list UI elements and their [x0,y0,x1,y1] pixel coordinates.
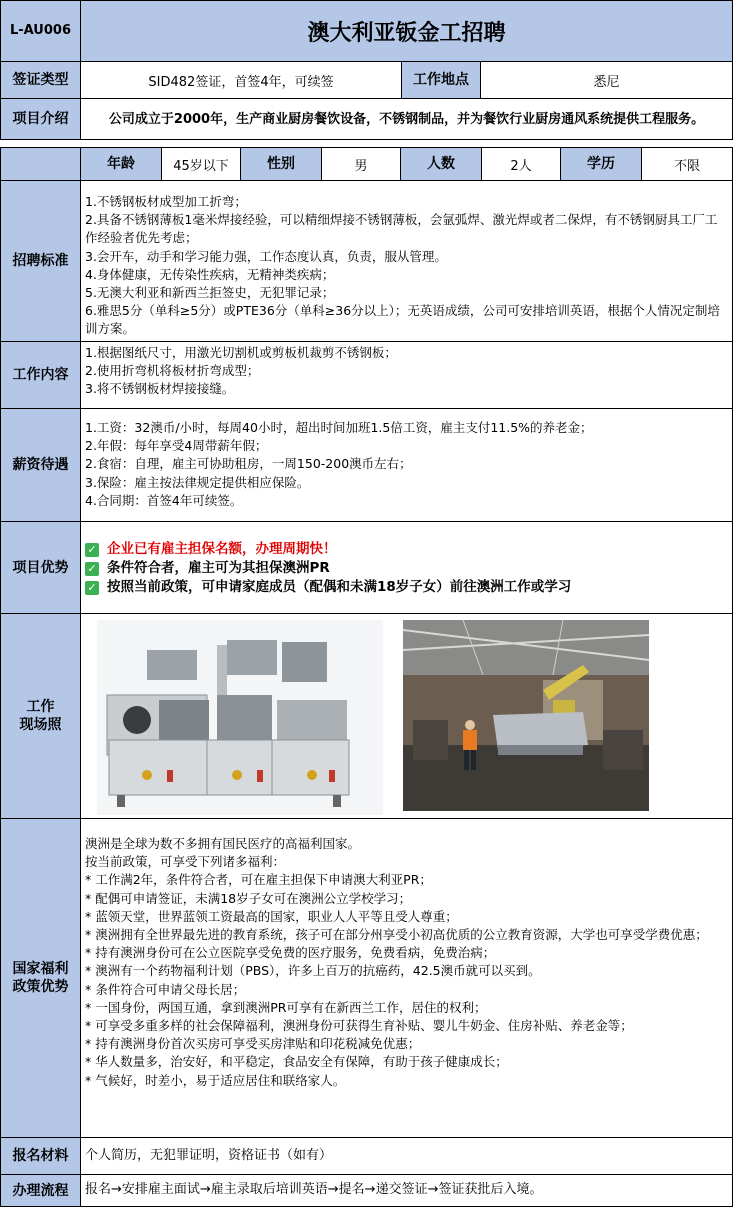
headcount-value: 2人 [481,147,561,181]
welfare-item: 按当前政策，可享受下列诸多福利： [85,854,286,870]
advantage-item: ✓ 条件符合者，雇主可为其担保澳洲PR [85,559,728,578]
salary-item: 2.食宿：自理，雇主可协助租房，一周150-200澳币左右； [85,456,412,472]
age-value: 45岁以下 [161,147,241,181]
welfare-item: * 持有澳洲身份首次买房可享受买房津贴和印花税减免优惠； [85,1036,421,1052]
process-label: 办理流程 [0,1174,81,1207]
advantages-list [80,521,733,614]
criteria-label: 招聘标准 [0,180,81,342]
requirements-corner [0,147,81,181]
headcount-label: 人数 [400,147,482,181]
intro-text: 公司成立于2000年，生产商业厨房餐饮设备，不锈钢制品，并为餐饮行业厨房通风系统提供工程服务。 [80,98,733,140]
welfare-item: * 条件符合可申请父母长居； [85,981,246,997]
materials-text: 个人简历，无犯罪证明，资格证书（如有） [80,1137,733,1175]
work-item: 2.使用折弯机将板材折弯成型； [85,363,260,379]
job-code: L-AU006 [0,0,81,62]
welfare-item: 澳洲是全球为数不多拥有国民医疗的高福利国家。 [85,836,361,851]
criteria-item: 1.不锈钢板材成型加工折弯； [85,194,247,209]
advantage-item: ✓ 按照当前政策，可申请家庭成员（配偶和未满18岁子女）前往澳洲工作或学习 [85,578,728,597]
age-label: 年龄 [80,147,162,181]
criteria-item: 5.无澳大利亚和新西兰拒签史，无犯罪记录； [85,285,335,301]
checkmark-icon: ✓ [85,543,99,557]
welfare-item: * 配偶可申请签证，未满18岁子女可在澳洲公立学校学习； [85,890,412,906]
welfare-item: * 可享受多重多样的社会保障福利，澳洲身份可获得生育补贴、婴儿牛奶金、住房补贴、养老金等； [85,1018,633,1034]
process-text: 报名→安排雇主面试→雇主录取后培训英语→提名→递交签证→签证获批后入境。 [80,1174,733,1207]
salary-item: 4.合同期：首签4年可续签。 [85,492,243,508]
welfare-item: * 澳洲拥有全世界最先进的教育系统，孩子可在部分州享受小初高优质的公立教育资源，大学也可享受学费优惠； [85,927,708,943]
work-label: 工作内容 [0,341,81,409]
welfare-item: * 气候好，时差小，易于适应居住和联络家人。 [85,1072,346,1088]
location-value: 悉尼 [480,61,733,99]
work-item: 3.将不锈钢板材焊接接缝。 [85,381,235,397]
salary-list [80,408,733,522]
visa-type-label: 签证类型 [0,61,81,99]
criteria-item: 3.会开车，动手和学习能力强，工作态度认真，负责，服从管理。 [85,248,447,264]
salary-label: 薪资待遇 [0,408,81,522]
welfare-item: * 华人数量多，治安好，和平稳定，食品安全有保障，有助于孩子健康成长； [85,1054,508,1070]
photos-area [80,613,733,819]
work-item: 1.根据图纸尺寸，用激光切割机或剪板机裁剪不锈钢板； [85,345,397,360]
gender-value: 男 [321,147,401,181]
criteria-item: 6.雅思5分（单科≥5分）或PTE36分（单科≥36分以上）；无英语成绩，公司可安排培训英语，根据个人情况定制培训方案。 [85,303,720,337]
welfare-item: * 蓝领天堂，世界蓝领工资最高的国家，职业人人平等且受人尊重； [85,908,458,924]
welfare-item: * 澳洲有一个药物福利计划（PBS），许多上百万的抗癌药，42.5澳币就可以买到。 [85,963,541,979]
salary-item: 1.工资：32澳币/小时，每周40小时，超出时间加班1.5倍工资，雇主支付11.5%的养老金； [85,420,593,435]
workshop-photo [403,620,649,811]
salary-item: 3.保险：雇主按法律规定提供相应保险。 [85,474,310,490]
salary-item: 2.年假：每年享受4周带薪年假； [85,438,268,454]
checkmark-icon: ✓ [85,562,99,576]
welfare-list [80,818,733,1138]
welfare-item: * 工作满2年，条件符合者，可在雇主担保下申请澳大利亚PR； [85,872,432,888]
education-label: 学历 [560,147,642,181]
criteria-item: 2.具备不锈钢薄板1毫米焊接经验，可以精细焊接不锈钢薄板，会氩弧焊、激光焊或者二保焊，有不锈钢厨具工厂工作经验者优先考虑； [85,212,718,246]
welfare-item: * 一国身份，两国互通，拿到澳洲PR可享有在新西兰工作，居住的权利； [85,999,487,1015]
welfare-label: 国家福利 政策优势 [0,818,81,1138]
criteria-list [80,180,733,342]
page-title: 澳大利亚钣金工招聘 [80,0,733,62]
work-list [80,341,733,409]
criteria-item: 4.身体健康，无传染性疾病，无精神类疾病； [85,266,335,282]
intro-label: 项目介绍 [0,98,81,140]
materials-label: 报名材料 [0,1137,81,1175]
location-label: 工作地点 [401,61,481,99]
advantages-label: 项目优势 [0,521,81,614]
checkmark-icon: ✓ [85,581,99,595]
advantage-item: ✓ 企业已有雇主担保名额，办理周期快！ [85,540,728,559]
education-value: 不限 [641,147,733,181]
gender-label: 性别 [240,147,322,181]
kitchen-equipment-photo [97,620,383,815]
photos-label: 工作 现场照 [0,613,81,819]
visa-type-value: SID482签证，首签4年，可续签 [80,61,402,99]
welfare-item: * 持有澳洲身份可在公立医院享受免费的医疗服务，免费看病，免费治病； [85,945,496,961]
